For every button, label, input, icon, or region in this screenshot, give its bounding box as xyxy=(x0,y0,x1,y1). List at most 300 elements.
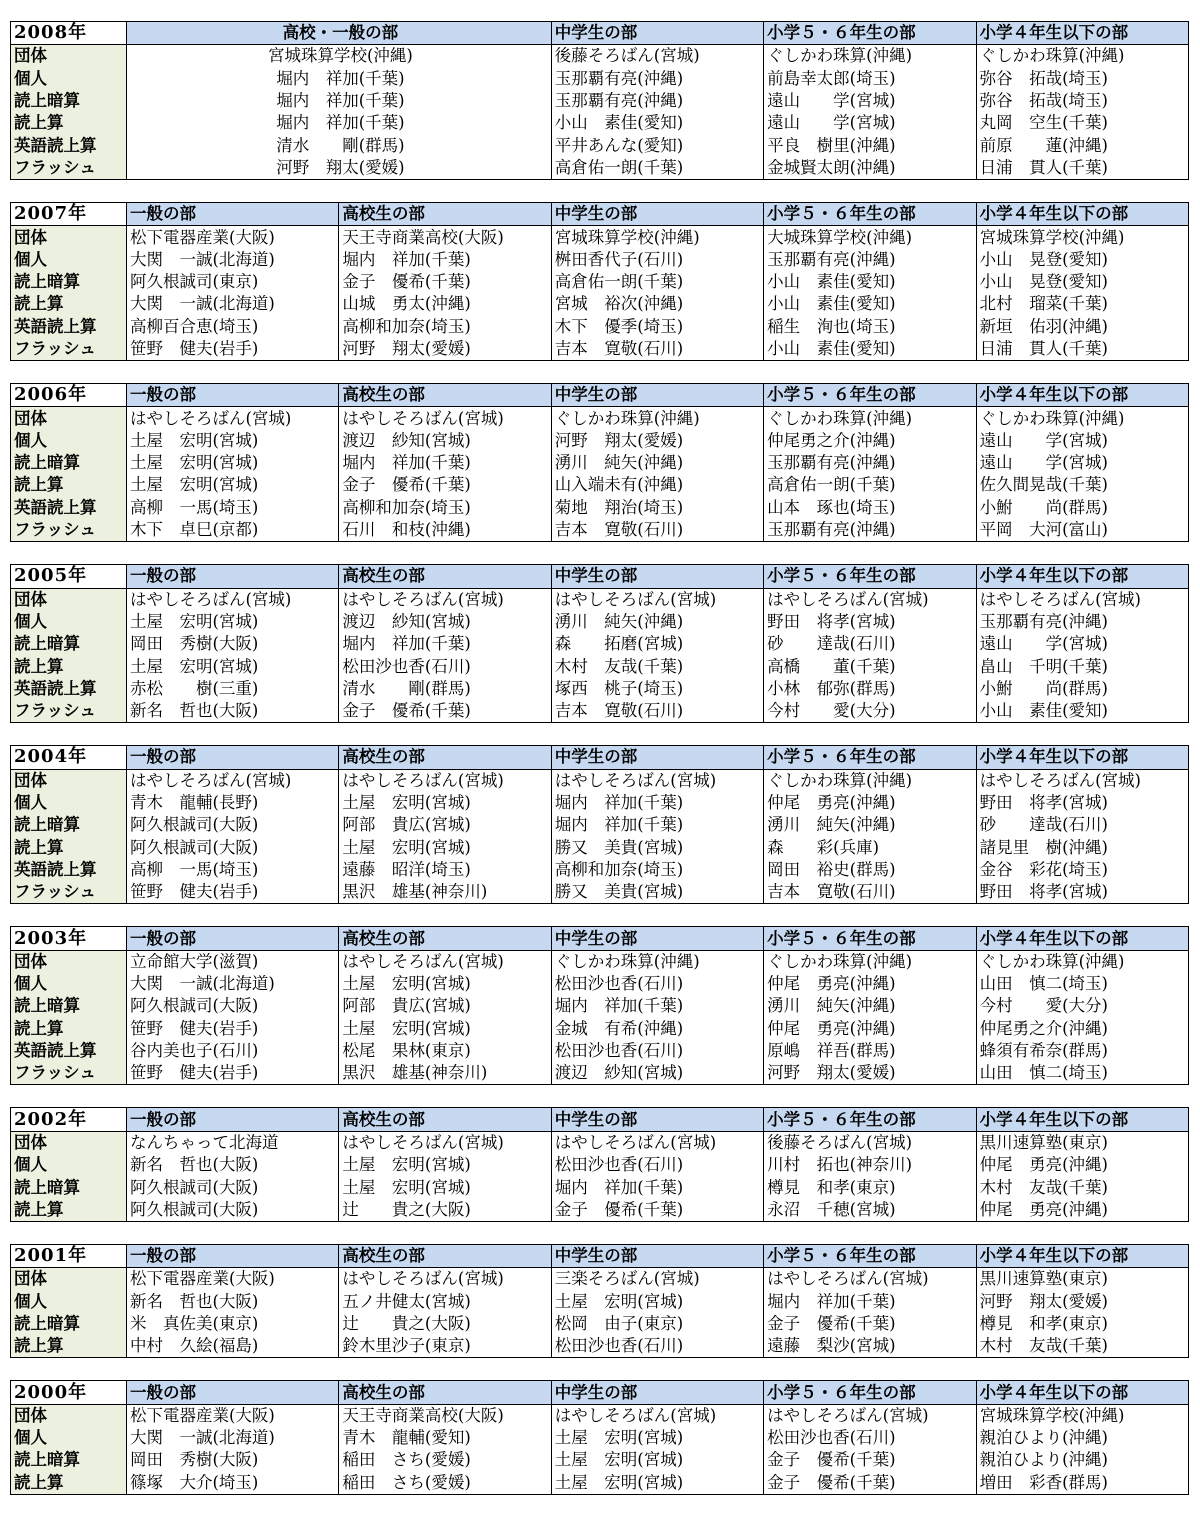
event-label: 英語読上算 xyxy=(11,678,127,700)
winner-cell: 宮城珠算学校(沖縄) xyxy=(551,226,763,249)
winner-cell: ぐしかわ珠算(沖縄) xyxy=(764,45,976,68)
winner-cell: 前島幸太郎(埼玉) xyxy=(764,68,976,90)
table-row xyxy=(11,769,1189,792)
winner-cell: 立命館大学(滋賀) xyxy=(127,950,339,973)
event-label: 読上算 xyxy=(11,474,127,496)
table-row xyxy=(11,68,1189,90)
table-row xyxy=(11,995,1189,1017)
table-row xyxy=(11,519,1189,542)
column-header: 一般の部 xyxy=(127,746,339,769)
event-label: 個人 xyxy=(11,1154,127,1176)
header-row xyxy=(11,746,1189,769)
winner-cell: 高柳和加奈(埼玉) xyxy=(339,497,551,519)
winner-cell: 清水 剛(群馬) xyxy=(127,134,552,156)
winner-cell: 阿久根誠司(東京) xyxy=(127,271,339,293)
winner-cell: 樽見 和孝(東京) xyxy=(976,1313,1188,1335)
winner-cell: はやしそろばん(宮城) xyxy=(764,1268,976,1291)
winner-cell: 岡田 裕史(群馬) xyxy=(764,859,976,881)
event-label: 読上算 xyxy=(11,1199,127,1222)
event-label: 団体 xyxy=(11,1131,127,1154)
winner-cell: 小山 素佳(愛知) xyxy=(764,338,976,361)
winner-cell: 仲尾 勇亮(沖縄) xyxy=(764,1018,976,1040)
table-row xyxy=(11,112,1189,134)
winner-cell: 堀内 祥加(千葉) xyxy=(764,1291,976,1313)
winner-cell: 金子 優希(千葉) xyxy=(764,1313,976,1335)
column-header: 中学生の部 xyxy=(551,927,763,950)
column-header: 小学４年生以下の部 xyxy=(976,384,1188,407)
column-header: 中学生の部 xyxy=(551,22,763,45)
column-header: 小学４年生以下の部 xyxy=(976,927,1188,950)
event-label: 個人 xyxy=(11,792,127,814)
event-label: 英語読上算 xyxy=(11,859,127,881)
winner-cell: 高橋 董(千葉) xyxy=(764,655,976,677)
winner-cell: 玉那覇有亮(沖縄) xyxy=(764,249,976,271)
year-label: 2002年 xyxy=(11,1108,127,1131)
winner-cell: 遠山 学(宮城) xyxy=(976,452,1188,474)
winner-cell: 小鮒 尚(群馬) xyxy=(976,678,1188,700)
winner-cell: 木村 友哉(千葉) xyxy=(551,655,763,677)
winner-cell: 高倉佑一朗(千葉) xyxy=(551,157,763,180)
winner-cell: 金城賢太朗(沖縄) xyxy=(764,157,976,180)
winner-cell: 金子 優希(千葉) xyxy=(764,1472,976,1495)
winner-cell: 五ノ井健太(宮城) xyxy=(339,1291,551,1313)
winner-cell: 篠塚 大介(埼玉) xyxy=(127,1472,339,1495)
winner-cell: 大関 一誠(北海道) xyxy=(127,293,339,315)
winner-cell: 松岡 由子(東京) xyxy=(551,1313,763,1335)
table-row xyxy=(11,1268,1189,1291)
winner-cell: 石川 和枝(沖縄) xyxy=(339,519,551,542)
winner-cell: 堀内 祥加(千葉) xyxy=(551,792,763,814)
winner-cell: 赤松 樹(三重) xyxy=(127,678,339,700)
table-row xyxy=(11,497,1189,519)
column-header: 高校生の部 xyxy=(339,746,551,769)
winner-cell: 青木 龍輔(長野) xyxy=(127,792,339,814)
winner-cell: 日浦 貫人(千葉) xyxy=(976,157,1188,180)
winner-cell: 桝田香代子(石川) xyxy=(551,249,763,271)
column-header: 小学４年生以下の部 xyxy=(976,565,1188,588)
column-header: 中学生の部 xyxy=(551,384,763,407)
event-label: 個人 xyxy=(11,973,127,995)
winner-cell: 仲尾 勇亮(沖縄) xyxy=(976,1154,1188,1176)
event-label: フラッシュ xyxy=(11,338,127,361)
table-spacer xyxy=(10,1085,1188,1107)
winner-cell: 金城 有希(沖縄) xyxy=(551,1018,763,1040)
year-label: 2007年 xyxy=(11,203,127,226)
winner-cell: 中村 久絵(福島) xyxy=(127,1335,339,1358)
winner-cell: 湧川 純矢(沖縄) xyxy=(551,611,763,633)
event-label: 読上暗算 xyxy=(11,633,127,655)
winner-cell: 塚西 桃子(埼玉) xyxy=(551,678,763,700)
column-header: 高校生の部 xyxy=(339,203,551,226)
winner-cell: 笹野 健夫(岩手) xyxy=(127,1062,339,1085)
column-header: 小学４年生以下の部 xyxy=(976,203,1188,226)
column-header: 小学５・６年生の部 xyxy=(764,927,976,950)
table-row xyxy=(11,950,1189,973)
winner-cell: 川村 拓也(神奈川) xyxy=(764,1154,976,1176)
winner-cell: 小山 晃登(愛知) xyxy=(976,249,1188,271)
table-row xyxy=(11,1062,1189,1085)
results-table-2008 xyxy=(10,21,1189,180)
winner-cell: 高柳和加奈(埼玉) xyxy=(339,316,551,338)
winner-cell: 宮城 裕次(沖縄) xyxy=(551,293,763,315)
winner-cell: はやしそろばん(宮城) xyxy=(551,588,763,611)
winner-cell: 阿久根誠司(大阪) xyxy=(127,814,339,836)
column-header: 小学４年生以下の部 xyxy=(976,1244,1188,1267)
column-header: 高校生の部 xyxy=(339,927,551,950)
winner-cell: はやしそろばん(宮城) xyxy=(339,1131,551,1154)
event-label: 個人 xyxy=(11,430,127,452)
winner-cell: 堀内 祥加(千葉) xyxy=(551,814,763,836)
winner-cell: 金子 優希(千葉) xyxy=(339,700,551,723)
winner-cell: 平井あんな(愛知) xyxy=(551,134,763,156)
winner-cell: 松下電器産業(大阪) xyxy=(127,226,339,249)
event-label: 読上算 xyxy=(11,293,127,315)
winner-cell: はやしそろばん(宮城) xyxy=(127,588,339,611)
winner-cell: ぐしかわ珠算(沖縄) xyxy=(551,950,763,973)
winner-cell: ぐしかわ珠算(沖縄) xyxy=(976,45,1188,68)
winner-cell: 山田 慎二(埼玉) xyxy=(976,973,1188,995)
winner-cell: はやしそろばん(宮城) xyxy=(551,1131,763,1154)
winner-cell: 木村 友哉(千葉) xyxy=(976,1176,1188,1198)
winner-cell: 宮城珠算学校(沖縄) xyxy=(976,226,1188,249)
column-header: 一般の部 xyxy=(127,927,339,950)
winner-cell: 宮城珠算学校(沖縄) xyxy=(976,1404,1188,1427)
table-row xyxy=(11,474,1189,496)
header-row xyxy=(11,1244,1189,1267)
winner-cell: 菊地 翔治(埼玉) xyxy=(551,497,763,519)
results-table-2005 xyxy=(10,564,1189,723)
winner-cell: 高柳 一馬(埼玉) xyxy=(127,859,339,881)
table-row xyxy=(11,90,1189,112)
column-header: 中学生の部 xyxy=(551,1381,763,1404)
event-label: 読上暗算 xyxy=(11,1313,127,1335)
winner-cell: 大城珠算学校(沖縄) xyxy=(764,226,976,249)
winner-cell: 高柳和加奈(埼玉) xyxy=(551,859,763,881)
winner-cell: 吉本 寛敬(石川) xyxy=(551,700,763,723)
winner-cell: 河野 翔太(愛媛) xyxy=(551,430,763,452)
winner-cell: 岡田 秀樹(大阪) xyxy=(127,1449,339,1471)
winner-cell: 松田沙也香(石川) xyxy=(764,1427,976,1449)
winner-cell: 吉本 寛敬(石川) xyxy=(764,881,976,904)
column-header: 小学４年生以下の部 xyxy=(976,1108,1188,1131)
header-row xyxy=(11,203,1189,226)
winner-cell: 金子 優希(千葉) xyxy=(764,1449,976,1471)
table-row xyxy=(11,1154,1189,1176)
winner-cell: 湧川 純矢(沖縄) xyxy=(764,995,976,1017)
winner-cell: 仲尾勇之介(沖縄) xyxy=(976,1018,1188,1040)
winner-cell: 湧川 純矢(沖縄) xyxy=(764,814,976,836)
column-header: 小学５・６年生の部 xyxy=(764,746,976,769)
winner-cell: はやしそろばん(宮城) xyxy=(339,769,551,792)
winner-cell: 吉本 寛敬(石川) xyxy=(551,519,763,542)
table-row xyxy=(11,1018,1189,1040)
winner-cell: 平岡 大河(富山) xyxy=(976,519,1188,542)
event-label: 読上暗算 xyxy=(11,1176,127,1198)
winner-cell: 木村 友哉(千葉) xyxy=(976,1335,1188,1358)
column-header: 小学４年生以下の部 xyxy=(976,1381,1188,1404)
table-spacer xyxy=(10,904,1188,926)
winner-cell: はやしそろばん(宮城) xyxy=(127,769,339,792)
winner-cell: 土屋 宏明(宮城) xyxy=(551,1472,763,1495)
year-label: 2005年 xyxy=(11,565,127,588)
column-header: 高校生の部 xyxy=(339,565,551,588)
winner-cell: 新名 哲也(大阪) xyxy=(127,1154,339,1176)
year-label: 2006年 xyxy=(11,384,127,407)
winner-cell: 小山 素佳(愛知) xyxy=(764,271,976,293)
event-label: フラッシュ xyxy=(11,881,127,904)
winner-cell: 遠藤 梨沙(宮城) xyxy=(764,1335,976,1358)
table-row xyxy=(11,611,1189,633)
table-row xyxy=(11,678,1189,700)
table-row xyxy=(11,226,1189,249)
results-table-2001 xyxy=(10,1244,1189,1358)
winner-cell: 木下 卓巳(京都) xyxy=(127,519,339,542)
winner-cell: 阿部 貴広(宮城) xyxy=(339,995,551,1017)
event-label: 英語読上算 xyxy=(11,497,127,519)
event-label: 団体 xyxy=(11,45,127,68)
winner-cell: 岡田 秀樹(大阪) xyxy=(127,633,339,655)
winner-cell: 土屋 宏明(宮城) xyxy=(339,1176,551,1198)
column-header: 高校・一般の部 xyxy=(127,22,552,45)
winner-cell: 玉那覇有亮(沖縄) xyxy=(551,90,763,112)
winner-cell: 後藤そろばん(宮城) xyxy=(764,1131,976,1154)
column-header: 中学生の部 xyxy=(551,746,763,769)
winner-cell: 遠山 学(宮城) xyxy=(764,112,976,134)
winner-cell: 土屋 宏明(宮城) xyxy=(339,837,551,859)
winner-cell: 土屋 宏明(宮城) xyxy=(127,430,339,452)
year-label: 2003年 xyxy=(11,927,127,950)
winner-cell: 土屋 宏明(宮城) xyxy=(127,452,339,474)
winner-cell: ぐしかわ珠算(沖縄) xyxy=(764,950,976,973)
table-row xyxy=(11,1040,1189,1062)
table-row xyxy=(11,1291,1189,1313)
winner-cell: 小山 素佳(愛知) xyxy=(551,112,763,134)
table-row xyxy=(11,700,1189,723)
winner-cell: 新垣 佑羽(沖縄) xyxy=(976,316,1188,338)
year-label: 2001年 xyxy=(11,1244,127,1267)
table-spacer xyxy=(10,361,1188,383)
winner-cell: はやしそろばん(宮城) xyxy=(551,769,763,792)
results-document xyxy=(10,21,1188,1495)
winner-cell: 勝又 美貴(宮城) xyxy=(551,837,763,859)
winner-cell: 堀内 祥加(千葉) xyxy=(339,633,551,655)
winner-cell: 原嶋 祥吾(群馬) xyxy=(764,1040,976,1062)
winner-cell: 土屋 宏明(宮城) xyxy=(339,1154,551,1176)
winner-cell: 新名 哲也(大阪) xyxy=(127,700,339,723)
winner-cell: はやしそろばん(宮城) xyxy=(764,588,976,611)
table-row xyxy=(11,837,1189,859)
column-header: 一般の部 xyxy=(127,1108,339,1131)
winner-cell: 仲尾 勇亮(沖縄) xyxy=(764,792,976,814)
event-label: 個人 xyxy=(11,1291,127,1313)
winner-cell: 大関 一誠(北海道) xyxy=(127,1427,339,1449)
winner-cell: 高柳百合恵(埼玉) xyxy=(127,316,339,338)
winner-cell: 前原 蓮(沖縄) xyxy=(976,134,1188,156)
winner-cell: 松田沙也香(石川) xyxy=(551,1154,763,1176)
table-row xyxy=(11,973,1189,995)
winner-cell: 弥谷 拓哉(埼玉) xyxy=(976,90,1188,112)
column-header: 中学生の部 xyxy=(551,1108,763,1131)
winner-cell: 松尾 果林(東京) xyxy=(339,1040,551,1062)
event-label: 団体 xyxy=(11,1404,127,1427)
winner-cell: 渡辺 紗知(宮城) xyxy=(339,430,551,452)
table-row xyxy=(11,1449,1189,1471)
column-header: 中学生の部 xyxy=(551,203,763,226)
table-spacer xyxy=(10,180,1188,202)
event-label: 読上算 xyxy=(11,837,127,859)
column-header: 高校生の部 xyxy=(339,1381,551,1404)
winner-cell: 仲尾 勇亮(沖縄) xyxy=(976,1199,1188,1222)
winner-cell: 野田 将孝(宮城) xyxy=(976,881,1188,904)
column-header: 小学５・６年生の部 xyxy=(764,565,976,588)
column-header: 小学５・６年生の部 xyxy=(764,1381,976,1404)
winner-cell: 玉那覇有亮(沖縄) xyxy=(764,452,976,474)
winner-cell: 山本 琢也(埼玉) xyxy=(764,497,976,519)
winner-cell: 土屋 宏明(宮城) xyxy=(339,792,551,814)
event-label: 団体 xyxy=(11,226,127,249)
winner-cell: 木下 優季(埼玉) xyxy=(551,316,763,338)
winner-cell: なんちゃって北海道 xyxy=(127,1131,339,1154)
column-header: 高校生の部 xyxy=(339,384,551,407)
winner-cell: 親泊ひより(沖縄) xyxy=(976,1449,1188,1471)
winner-cell: 黒沢 雄基(神奈川) xyxy=(339,881,551,904)
winner-cell: 堀内 祥加(千葉) xyxy=(551,995,763,1017)
winner-cell: 平良 樹里(沖縄) xyxy=(764,134,976,156)
table-row xyxy=(11,338,1189,361)
winner-cell: はやしそろばん(宮城) xyxy=(339,588,551,611)
winner-cell: 天王寺商業高校(大阪) xyxy=(339,226,551,249)
winner-cell: はやしそろばん(宮城) xyxy=(127,407,339,430)
table-row xyxy=(11,452,1189,474)
winner-cell: 遠山 学(宮城) xyxy=(976,430,1188,452)
column-header: 一般の部 xyxy=(127,1381,339,1404)
table-row xyxy=(11,407,1189,430)
table-row xyxy=(11,1176,1189,1198)
winner-cell: ぐしかわ珠算(沖縄) xyxy=(976,950,1188,973)
winner-cell: 辻 貴之(大阪) xyxy=(339,1313,551,1335)
winner-cell: 小山 素佳(愛知) xyxy=(764,293,976,315)
event-label: 個人 xyxy=(11,1427,127,1449)
results-table-2007 xyxy=(10,202,1189,361)
winner-cell: 谷内美也子(石川) xyxy=(127,1040,339,1062)
winner-cell: 土屋 宏明(宮城) xyxy=(551,1427,763,1449)
winner-cell: 日浦 貫人(千葉) xyxy=(976,338,1188,361)
event-label: 読上暗算 xyxy=(11,1449,127,1471)
winner-cell: 玉那覇有亮(沖縄) xyxy=(764,519,976,542)
winner-cell: はやしそろばん(宮城) xyxy=(976,588,1188,611)
winner-cell: 天王寺商業高校(大阪) xyxy=(339,1404,551,1427)
column-header: 小学４年生以下の部 xyxy=(976,22,1188,45)
winner-cell: 湧川 純矢(沖縄) xyxy=(551,452,763,474)
event-label: 団体 xyxy=(11,588,127,611)
column-header: 小学４年生以下の部 xyxy=(976,746,1188,769)
header-row xyxy=(11,22,1189,45)
winner-cell: 阿久根誠司(大阪) xyxy=(127,1199,339,1222)
winner-cell: 阿久根誠司(大阪) xyxy=(127,995,339,1017)
winner-cell: ぐしかわ珠算(沖縄) xyxy=(551,407,763,430)
winner-cell: 宮城珠算学校(沖縄) xyxy=(127,45,552,68)
winner-cell: 永沼 千穂(宮城) xyxy=(764,1199,976,1222)
column-header: 中学生の部 xyxy=(551,1244,763,1267)
winner-cell: 山田 慎二(埼玉) xyxy=(976,1062,1188,1085)
winner-cell: 稲生 洵也(埼玉) xyxy=(764,316,976,338)
winner-cell: 小山 晃登(愛知) xyxy=(976,271,1188,293)
winner-cell: 高柳 一馬(埼玉) xyxy=(127,497,339,519)
table-row xyxy=(11,655,1189,677)
winner-cell: 堀内 祥加(千葉) xyxy=(127,112,552,134)
winner-cell: 笹野 健夫(岩手) xyxy=(127,338,339,361)
results-table-2006 xyxy=(10,383,1189,542)
table-row xyxy=(11,134,1189,156)
winner-cell: 黒川速算塾(東京) xyxy=(976,1131,1188,1154)
winner-cell: はやしそろばん(宮城) xyxy=(339,407,551,430)
winner-cell: 堀内 祥加(千葉) xyxy=(127,90,552,112)
table-row xyxy=(11,1472,1189,1495)
table-row xyxy=(11,1404,1189,1427)
table-row xyxy=(11,588,1189,611)
winner-cell: 渡辺 紗知(宮城) xyxy=(551,1062,763,1085)
winner-cell: はやしそろばん(宮城) xyxy=(551,1404,763,1427)
winner-cell: 砂 達哉(石川) xyxy=(764,633,976,655)
winner-cell: 吉本 寛敬(石川) xyxy=(551,338,763,361)
winner-cell: 河野 翔太(愛媛) xyxy=(976,1291,1188,1313)
winner-cell: 河野 翔太(愛媛) xyxy=(339,338,551,361)
winner-cell: 丸岡 空生(千葉) xyxy=(976,112,1188,134)
event-label: 団体 xyxy=(11,769,127,792)
winner-cell: 勝又 美貴(宮城) xyxy=(551,881,763,904)
winner-cell: 土屋 宏明(宮城) xyxy=(339,973,551,995)
winner-cell: ぐしかわ珠算(沖縄) xyxy=(976,407,1188,430)
winner-cell: 河野 翔太(愛媛) xyxy=(764,1062,976,1085)
event-label: 読上算 xyxy=(11,1472,127,1495)
event-label: 読上暗算 xyxy=(11,995,127,1017)
winner-cell: 高倉佑一朗(千葉) xyxy=(551,271,763,293)
winner-cell: 佐久間晃哉(千葉) xyxy=(976,474,1188,496)
event-label: 読上算 xyxy=(11,655,127,677)
winner-cell: 土屋 宏明(宮城) xyxy=(551,1291,763,1313)
column-header: 小学５・６年生の部 xyxy=(764,384,976,407)
winner-cell: 松下電器産業(大阪) xyxy=(127,1404,339,1427)
winner-cell: 土屋 宏明(宮城) xyxy=(551,1449,763,1471)
winner-cell: 米 真佐美(東京) xyxy=(127,1313,339,1335)
event-label: 読上暗算 xyxy=(11,90,127,112)
column-header: 小学５・６年生の部 xyxy=(764,203,976,226)
table-spacer xyxy=(10,1358,1188,1380)
winner-cell: 阿部 貴広(宮城) xyxy=(339,814,551,836)
table-row xyxy=(11,859,1189,881)
winner-cell: 笹野 健夫(岩手) xyxy=(127,881,339,904)
winner-cell: 稲田 さち(愛媛) xyxy=(339,1449,551,1471)
winner-cell: 高倉佑一朗(千葉) xyxy=(764,474,976,496)
winner-cell: 笹野 健夫(岩手) xyxy=(127,1018,339,1040)
winner-cell: 鈴木里沙子(東京) xyxy=(339,1335,551,1358)
table-row xyxy=(11,633,1189,655)
table-spacer xyxy=(10,542,1188,564)
winner-cell: 金谷 彩花(埼玉) xyxy=(976,859,1188,881)
event-label: 団体 xyxy=(11,1268,127,1291)
table-spacer xyxy=(10,1222,1188,1244)
winner-cell: 小山 素佳(愛知) xyxy=(976,700,1188,723)
table-row xyxy=(11,881,1189,904)
winner-cell: 河野 翔太(愛媛) xyxy=(127,157,552,180)
winner-cell: 堀内 祥加(千葉) xyxy=(127,68,552,90)
event-label: 団体 xyxy=(11,407,127,430)
winner-cell: 森 拓磨(宮城) xyxy=(551,633,763,655)
winner-cell: はやしそろばん(宮城) xyxy=(339,950,551,973)
event-label: フラッシュ xyxy=(11,700,127,723)
column-header: 高校生の部 xyxy=(339,1108,551,1131)
winner-cell: 松田沙也香(石川) xyxy=(551,973,763,995)
